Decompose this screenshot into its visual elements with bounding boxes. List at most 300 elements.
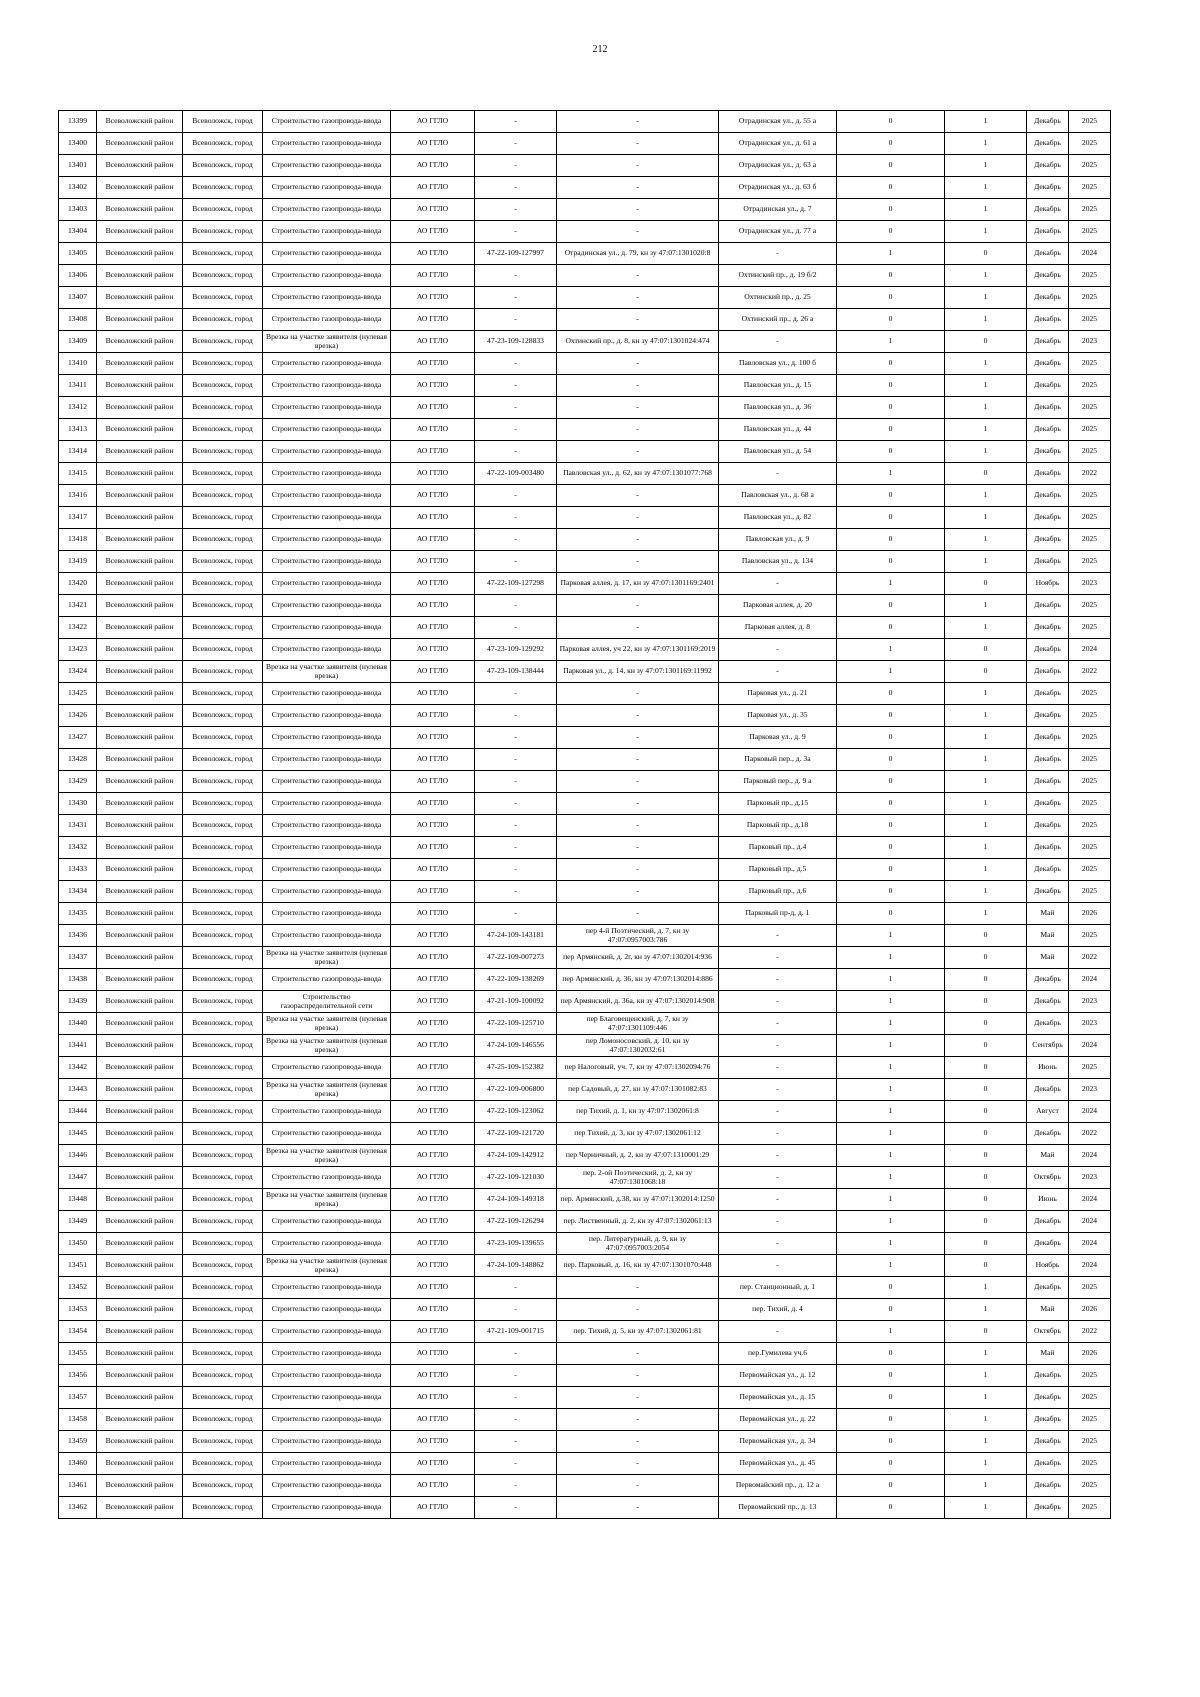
address-cell: Парковая ул., д. 21 (719, 683, 837, 705)
cadastral-address-cell: - (557, 749, 719, 771)
table-row (59, 1101, 1111, 1123)
application-number-cell: - (475, 705, 557, 727)
address-cell: - (719, 1145, 837, 1167)
district-cell: Всеволожский район (97, 903, 183, 925)
month-cell: Декабрь (1027, 133, 1069, 155)
flag-b-cell: 1 (945, 353, 1027, 375)
flag-a-cell: 0 (837, 837, 945, 859)
cadastral-address-cell: - (557, 111, 719, 133)
flag-a-cell: 1 (837, 639, 945, 661)
month-cell: Декабрь (1027, 771, 1069, 793)
organization-cell: АО ГГЛО (391, 397, 475, 419)
cadastral-address-cell: - (557, 441, 719, 463)
year-cell: 2025 (1069, 771, 1111, 793)
flag-a-cell: 1 (837, 1013, 945, 1035)
flag-b-cell: 0 (945, 639, 1027, 661)
row-number-cell: 13417 (59, 507, 97, 529)
month-cell: Декабрь (1027, 375, 1069, 397)
work-type-cell: Строительство газопровода-ввода (263, 881, 391, 903)
district-cell: Всеволожский район (97, 1475, 183, 1497)
address-cell: - (719, 1123, 837, 1145)
flag-b-cell: 1 (945, 199, 1027, 221)
table-row (59, 1365, 1111, 1387)
district-cell: Всеволожский район (97, 1145, 183, 1167)
flag-a-cell: 0 (837, 1475, 945, 1497)
month-cell: Июнь (1027, 1057, 1069, 1079)
district-cell: Всеволожский район (97, 111, 183, 133)
flag-b-cell: 1 (945, 1497, 1027, 1519)
flag-a-cell: 1 (837, 969, 945, 991)
cadastral-address-cell: пер. Армянский, д.38, кн зу 47:07:1302014:1250 (557, 1189, 719, 1211)
application-number-cell: - (475, 1431, 557, 1453)
flag-b-cell: 0 (945, 1167, 1027, 1189)
settlement-cell: Всеволожск, город (183, 1497, 263, 1519)
application-number-cell: - (475, 529, 557, 551)
address-cell: Парковый пр., д.18 (719, 815, 837, 837)
district-cell: Всеволожский район (97, 1299, 183, 1321)
address-cell: - (719, 925, 837, 947)
organization-cell: АО ГГЛО (391, 969, 475, 991)
settlement-cell: Всеволожск, город (183, 331, 263, 353)
organization-cell: АО ГГЛО (391, 287, 475, 309)
settlement-cell: Всеволожск, город (183, 1453, 263, 1475)
flag-a-cell: 0 (837, 1497, 945, 1519)
cadastral-address-cell: - (557, 397, 719, 419)
year-cell: 2024 (1069, 1233, 1111, 1255)
work-type-cell: Строительство газопровода-ввода (263, 1123, 391, 1145)
row-number-cell: 13419 (59, 551, 97, 573)
flag-b-cell: 1 (945, 1343, 1027, 1365)
flag-a-cell: 0 (837, 771, 945, 793)
flag-a-cell: 1 (837, 1211, 945, 1233)
work-type-cell: Строительство газопровода-ввода (263, 1453, 391, 1475)
application-number-cell: - (475, 199, 557, 221)
cadastral-address-cell: Парковая аллея, уч 22, кн зу 47:07:1301169:2019 (557, 639, 719, 661)
application-number-cell: - (475, 177, 557, 199)
year-cell: 2025 (1069, 397, 1111, 419)
settlement-cell: Всеволожск, город (183, 155, 263, 177)
flag-a-cell: 0 (837, 1343, 945, 1365)
settlement-cell: Всеволожск, город (183, 1299, 263, 1321)
work-type-cell: Строительство газопровода-ввода (263, 1101, 391, 1123)
month-cell: Декабрь (1027, 639, 1069, 661)
flag-a-cell: 0 (837, 551, 945, 573)
cadastral-address-cell: Отрадинская ул., д. 79, кн зу 47:07:1301020:8 (557, 243, 719, 265)
organization-cell: АО ГГЛО (391, 1167, 475, 1189)
flag-b-cell: 0 (945, 1321, 1027, 1343)
settlement-cell: Всеволожск, город (183, 1189, 263, 1211)
flag-b-cell: 1 (945, 881, 1027, 903)
address-cell: Охтинский пр., д. 25 (719, 287, 837, 309)
row-number-cell: 13409 (59, 331, 97, 353)
settlement-cell: Всеволожск, город (183, 243, 263, 265)
flag-b-cell: 0 (945, 1145, 1027, 1167)
organization-cell: АО ГГЛО (391, 1497, 475, 1519)
application-number-cell: - (475, 1343, 557, 1365)
flag-b-cell: 0 (945, 925, 1027, 947)
row-number-cell: 13444 (59, 1101, 97, 1123)
flag-b-cell: 1 (945, 727, 1027, 749)
row-number-cell: 13418 (59, 529, 97, 551)
address-cell: Парковый пр., д.4 (719, 837, 837, 859)
flag-a-cell: 1 (837, 1079, 945, 1101)
work-type-cell: Строительство газопровода-ввода (263, 397, 391, 419)
flag-a-cell: 0 (837, 507, 945, 529)
year-cell: 2024 (1069, 1145, 1111, 1167)
cadastral-address-cell: - (557, 837, 719, 859)
flag-b-cell: 1 (945, 1475, 1027, 1497)
table-row (59, 1057, 1111, 1079)
flag-a-cell: 1 (837, 947, 945, 969)
cadastral-address-cell: - (557, 1387, 719, 1409)
organization-cell: АО ГГЛО (391, 199, 475, 221)
organization-cell: АО ГГЛО (391, 507, 475, 529)
work-type-cell: Врезка на участке заявителя (нулевая врезка) (263, 661, 391, 683)
flag-a-cell: 0 (837, 793, 945, 815)
address-cell: Павловская ул., д. 9 (719, 529, 837, 551)
settlement-cell: Всеволожск, город (183, 771, 263, 793)
settlement-cell: Всеволожск, город (183, 287, 263, 309)
application-number-cell: - (475, 727, 557, 749)
work-type-cell: Строительство газопровода-ввода (263, 199, 391, 221)
application-number-cell: - (475, 683, 557, 705)
flag-b-cell: 0 (945, 331, 1027, 353)
district-cell: Всеволожский район (97, 485, 183, 507)
flag-a-cell: 0 (837, 287, 945, 309)
month-cell: Декабрь (1027, 1409, 1069, 1431)
cadastral-address-cell: - (557, 551, 719, 573)
settlement-cell: Всеволожск, город (183, 1035, 263, 1057)
flag-a-cell: 1 (837, 1255, 945, 1277)
cadastral-address-cell: - (557, 1343, 719, 1365)
flag-b-cell: 1 (945, 1277, 1027, 1299)
address-cell: Павловская ул., д. 82 (719, 507, 837, 529)
application-number-cell: - (475, 221, 557, 243)
application-number-cell: - (475, 903, 557, 925)
flag-b-cell: 1 (945, 837, 1027, 859)
flag-b-cell: 1 (945, 441, 1027, 463)
cadastral-address-cell: - (557, 595, 719, 617)
year-cell: 2025 (1069, 1057, 1111, 1079)
organization-cell: АО ГГЛО (391, 1233, 475, 1255)
address-cell: Павловская ул., д. 36 (719, 397, 837, 419)
month-cell: Декабрь (1027, 507, 1069, 529)
application-number-cell: 47-24-109-143181 (475, 925, 557, 947)
table-row (59, 683, 1111, 705)
flag-a-cell: 0 (837, 1365, 945, 1387)
organization-cell: АО ГГЛО (391, 881, 475, 903)
table-row (59, 265, 1111, 287)
address-cell: Охтинский пр., д. 19 б/2 (719, 265, 837, 287)
application-number-cell: - (475, 1387, 557, 1409)
settlement-cell: Всеволожск, город (183, 595, 263, 617)
work-type-cell: Строительство газопровода-ввода (263, 419, 391, 441)
row-number-cell: 13460 (59, 1453, 97, 1475)
table-row (59, 573, 1111, 595)
table-row (59, 1079, 1111, 1101)
flag-b-cell: 0 (945, 1035, 1027, 1057)
cadastral-address-cell: пер 4-й Поэтический, д. 7, кн зу 47:07:0957003:786 (557, 925, 719, 947)
work-type-cell: Строительство газопровода-ввода (263, 1277, 391, 1299)
district-cell: Всеволожский район (97, 551, 183, 573)
district-cell: Всеволожский район (97, 155, 183, 177)
application-number-cell: - (475, 1277, 557, 1299)
district-cell: Всеволожский район (97, 529, 183, 551)
year-cell: 2025 (1069, 1365, 1111, 1387)
month-cell: Декабрь (1027, 221, 1069, 243)
organization-cell: АО ГГЛО (391, 1475, 475, 1497)
flag-a-cell: 0 (837, 221, 945, 243)
month-cell: Декабрь (1027, 155, 1069, 177)
work-type-cell: Строительство газопровода-ввода (263, 749, 391, 771)
district-cell: Всеволожский район (97, 1079, 183, 1101)
application-number-cell: 47-25-109-152382 (475, 1057, 557, 1079)
district-cell: Всеволожский район (97, 815, 183, 837)
month-cell: Май (1027, 1299, 1069, 1321)
work-type-cell: Врезка на участке заявителя (нулевая врезка) (263, 1255, 391, 1277)
district-cell: Всеволожский район (97, 1013, 183, 1035)
table-row (59, 221, 1111, 243)
flag-b-cell: 0 (945, 1123, 1027, 1145)
month-cell: Декабрь (1027, 485, 1069, 507)
year-cell: 2025 (1069, 793, 1111, 815)
settlement-cell: Всеволожск, город (183, 177, 263, 199)
work-type-cell: Врезка на участке заявителя (нулевая врезка) (263, 947, 391, 969)
work-type-cell: Строительство газопровода-ввода (263, 551, 391, 573)
address-cell: Павловская ул., д. 54 (719, 441, 837, 463)
work-type-cell: Строительство газопровода-ввода (263, 353, 391, 375)
district-cell: Всеволожский район (97, 683, 183, 705)
year-cell: 2024 (1069, 1035, 1111, 1057)
cadastral-address-cell: Парковая аллея, д. 17, кн зу 47:07:1301169:2401 (557, 573, 719, 595)
organization-cell: АО ГГЛО (391, 705, 475, 727)
flag-b-cell: 1 (945, 287, 1027, 309)
work-type-cell: Врезка на участке заявителя (нулевая врезка) (263, 1145, 391, 1167)
cadastral-address-cell: - (557, 705, 719, 727)
table-row (59, 331, 1111, 353)
settlement-cell: Всеволожск, город (183, 199, 263, 221)
address-cell: Отрадинская ул., д. 77 а (719, 221, 837, 243)
district-cell: Всеволожский район (97, 353, 183, 375)
district-cell: Всеволожский район (97, 793, 183, 815)
cadastral-address-cell: - (557, 1453, 719, 1475)
district-cell: Всеволожский район (97, 1387, 183, 1409)
settlement-cell: Всеволожск, город (183, 639, 263, 661)
year-cell: 2022 (1069, 947, 1111, 969)
cadastral-address-cell: - (557, 1365, 719, 1387)
row-number-cell: 13400 (59, 133, 97, 155)
flag-a-cell: 1 (837, 1233, 945, 1255)
cadastral-address-cell: - (557, 1299, 719, 1321)
table-row (59, 507, 1111, 529)
row-number-cell: 13451 (59, 1255, 97, 1277)
table-row (59, 903, 1111, 925)
application-number-cell: - (475, 419, 557, 441)
cadastral-address-cell: пер Армянский, д. 36, кн зу 47:07:1302014:886 (557, 969, 719, 991)
address-cell: - (719, 463, 837, 485)
month-cell: Декабрь (1027, 1211, 1069, 1233)
year-cell: 2025 (1069, 1475, 1111, 1497)
district-cell: Всеволожский район (97, 463, 183, 485)
flag-a-cell: 1 (837, 925, 945, 947)
work-type-cell: Врезка на участке заявителя (нулевая врезка) (263, 1013, 391, 1035)
settlement-cell: Всеволожск, город (183, 1343, 263, 1365)
cadastral-address-cell: - (557, 683, 719, 705)
flag-a-cell: 0 (837, 903, 945, 925)
cadastral-address-cell: - (557, 1475, 719, 1497)
application-number-cell: - (475, 265, 557, 287)
organization-cell: АО ГГЛО (391, 1453, 475, 1475)
work-type-cell: Строительство газопровода-ввода (263, 925, 391, 947)
flag-b-cell: 1 (945, 309, 1027, 331)
flag-a-cell: 1 (837, 463, 945, 485)
year-cell: 2022 (1069, 661, 1111, 683)
organization-cell: АО ГГЛО (391, 815, 475, 837)
work-type-cell: Строительство газопровода-ввода (263, 903, 391, 925)
work-type-cell: Строительство газопровода-ввода (263, 573, 391, 595)
cadastral-address-cell: - (557, 617, 719, 639)
table-row (59, 1475, 1111, 1497)
flag-a-cell: 0 (837, 727, 945, 749)
year-cell: 2026 (1069, 903, 1111, 925)
flag-a-cell: 0 (837, 1387, 945, 1409)
year-cell: 2026 (1069, 1343, 1111, 1365)
table-row (59, 815, 1111, 837)
organization-cell: АО ГГЛО (391, 947, 475, 969)
district-cell: Всеволожский район (97, 1321, 183, 1343)
organization-cell: АО ГГЛО (391, 683, 475, 705)
work-type-cell: Строительство газопровода-ввода (263, 837, 391, 859)
year-cell: 2024 (1069, 639, 1111, 661)
settlement-cell: Всеволожск, город (183, 903, 263, 925)
application-number-cell: 47-22-109-121720 (475, 1123, 557, 1145)
flag-b-cell: 1 (945, 1453, 1027, 1475)
work-type-cell: Врезка на участке заявителя (нулевая врезка) (263, 331, 391, 353)
table-row (59, 1321, 1111, 1343)
flag-b-cell: 1 (945, 507, 1027, 529)
settlement-cell: Всеволожск, город (183, 881, 263, 903)
table-row (59, 287, 1111, 309)
application-number-cell: 47-22-109-138269 (475, 969, 557, 991)
application-number-cell: - (475, 595, 557, 617)
month-cell: Декабрь (1027, 1123, 1069, 1145)
table-row (59, 969, 1111, 991)
organization-cell: АО ГГЛО (391, 1211, 475, 1233)
row-number-cell: 13413 (59, 419, 97, 441)
application-number-cell: 47-22-109-006800 (475, 1079, 557, 1101)
row-number-cell: 13459 (59, 1431, 97, 1453)
address-cell: - (719, 1211, 837, 1233)
table-body (59, 111, 1111, 1519)
district-cell: Всеволожский район (97, 1365, 183, 1387)
work-type-cell: Строительство газопровода-ввода (263, 133, 391, 155)
settlement-cell: Всеволожск, город (183, 1321, 263, 1343)
application-number-cell: - (475, 309, 557, 331)
cadastral-address-cell: Парковая ул., д. 14, кн зу 47:07:1301169:11992 (557, 661, 719, 683)
organization-cell: АО ГГЛО (391, 749, 475, 771)
settlement-cell: Всеволожск, город (183, 573, 263, 595)
district-cell: Всеволожский район (97, 661, 183, 683)
row-number-cell: 13450 (59, 1233, 97, 1255)
table-row (59, 1035, 1111, 1057)
table-row (59, 1299, 1111, 1321)
month-cell: Май (1027, 1343, 1069, 1365)
district-cell: Всеволожский район (97, 331, 183, 353)
district-cell: Всеволожский район (97, 375, 183, 397)
settlement-cell: Всеволожск, город (183, 441, 263, 463)
work-type-cell: Строительство газопровода-ввода (263, 1233, 391, 1255)
year-cell: 2022 (1069, 1123, 1111, 1145)
year-cell: 2023 (1069, 331, 1111, 353)
table-row (59, 595, 1111, 617)
row-number-cell: 13431 (59, 815, 97, 837)
table-row (59, 529, 1111, 551)
flag-b-cell: 1 (945, 1431, 1027, 1453)
application-number-cell: - (475, 133, 557, 155)
application-number-cell: - (475, 859, 557, 881)
row-number-cell: 13456 (59, 1365, 97, 1387)
cadastral-address-cell: пер Налоговый, уч. 7, кн зу 47:07:1302094:76 (557, 1057, 719, 1079)
address-cell: Парковый пер., д. 3а (719, 749, 837, 771)
year-cell: 2024 (1069, 1255, 1111, 1277)
settlement-cell: Всеволожск, город (183, 859, 263, 881)
flag-a-cell: 0 (837, 617, 945, 639)
work-type-cell: Строительство газопровода-ввода (263, 771, 391, 793)
year-cell: 2025 (1069, 507, 1111, 529)
work-type-cell: Строительство газопровода-ввода (263, 155, 391, 177)
year-cell: 2024 (1069, 969, 1111, 991)
row-number-cell: 13457 (59, 1387, 97, 1409)
work-type-cell: Строительство газопровода-ввода (263, 1387, 391, 1409)
flag-b-cell: 0 (945, 1255, 1027, 1277)
application-number-cell: - (475, 881, 557, 903)
settlement-cell: Всеволожск, город (183, 419, 263, 441)
address-cell: Парковая ул., д. 35 (719, 705, 837, 727)
work-type-cell: Строительство газопровода-ввода (263, 1321, 391, 1343)
flag-b-cell: 0 (945, 1189, 1027, 1211)
address-cell: - (719, 1255, 837, 1277)
month-cell: Декабрь (1027, 683, 1069, 705)
district-cell: Всеволожский район (97, 1035, 183, 1057)
month-cell: Декабрь (1027, 881, 1069, 903)
year-cell: 2025 (1069, 551, 1111, 573)
address-cell: - (719, 1101, 837, 1123)
table-row (59, 1409, 1111, 1431)
flag-b-cell: 1 (945, 859, 1027, 881)
settlement-cell: Всеволожск, город (183, 815, 263, 837)
month-cell: Декабрь (1027, 617, 1069, 639)
address-cell: Первомайская ул., д. 12 (719, 1365, 837, 1387)
cadastral-address-cell: пер Тихий, д. 1, кн зу 47:07:1302061:8 (557, 1101, 719, 1123)
row-number-cell: 13407 (59, 287, 97, 309)
flag-a-cell: 0 (837, 1299, 945, 1321)
work-type-cell: Строительство газопровода-ввода (263, 265, 391, 287)
row-number-cell: 13427 (59, 727, 97, 749)
application-number-cell: - (475, 1475, 557, 1497)
year-cell: 2025 (1069, 705, 1111, 727)
month-cell: Декабрь (1027, 419, 1069, 441)
row-number-cell: 13452 (59, 1277, 97, 1299)
row-number-cell: 13415 (59, 463, 97, 485)
year-cell: 2025 (1069, 1387, 1111, 1409)
organization-cell: АО ГГЛО (391, 309, 475, 331)
row-number-cell: 13445 (59, 1123, 97, 1145)
row-number-cell: 13429 (59, 771, 97, 793)
row-number-cell: 13439 (59, 991, 97, 1013)
flag-b-cell: 1 (945, 1387, 1027, 1409)
address-cell: Парковый пр-д, д. 1 (719, 903, 837, 925)
work-type-cell: Строительство газопровода-ввода (263, 177, 391, 199)
